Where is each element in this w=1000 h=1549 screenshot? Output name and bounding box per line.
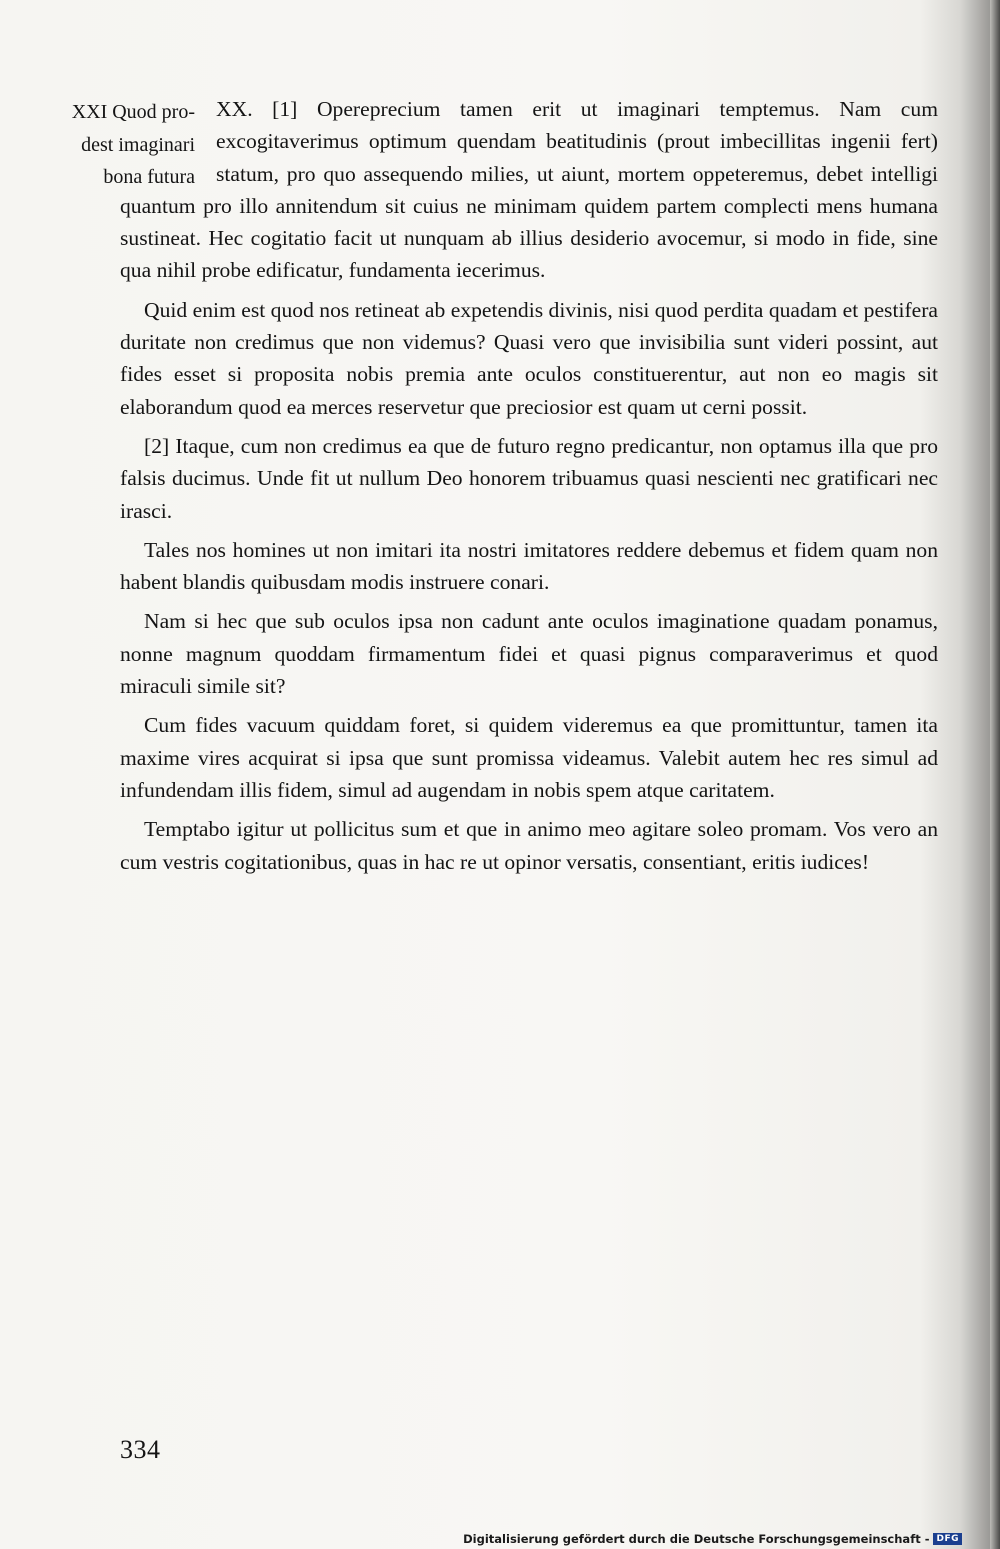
paragraph [120,93,938,287]
paragraph-text: XX. [1] Opereprecium tamen erit ut imaginari temptemus. Nam cum excogitaverimus optimum quendam beatitudinis (prout imbecillitas ingenii fert) statum, pro quo assequendo milies, ut aiunt, mortem oppeteremus, debet intelligi quantum pro illo annitendum sit cuius ne minimam quidem partem complecti mens humana sustineat. Hec cogitatio facit ut nunquam ab illius desiderio avocemur, si modo in fide, sine qua nihil probe edificatur, fundamenta iecerimus. [120,97,938,283]
paragraph-gap [120,527,938,534]
paragraph-gap [120,806,938,813]
paragraph: Quid enim est quod nos retineat ab expetendis divinis, nisi quod perdita quadam et pestifera duritate non credimus que non videmus? Quasi vero que invisibilia sunt videri possint, aut fides esset si proposita nobis premia ante oculos constituerentur, aut non eo magis sit elaborandum quod ea merces reservetur que preciosior est quam ut cerni possit. [120,297,938,419]
paragraph-gap [120,423,938,430]
paragraph: Tales nos homines ut non imitari ita nostri imitatores reddere debemus et fidem quam non habent blandis quibusdam modis instruere conari. [120,537,938,595]
marginal-spacer [120,93,216,189]
paragraph-gap [120,598,938,605]
paragraph: Cum fides vacuum quiddam foret, si quidem videremus ea que promittuntur, tamen ita maxime vires acquirat si ipsa que sunt promissa videamus. Valebit autem hec res simul ad infundendam illis fidem, simul ad augendam in nobis spem atque caritatem. [120,713,938,802]
paragraph-gap [120,287,938,294]
paragraph: [2] Itaque, cum non credimus ea que de futuro regno predicantur, non optamus illa que pro falsis ducimus. Unde fit ut nullum Deo honorem tribuamus quasi nescienti nec gratificari nec irasci. [120,433,938,523]
paragraph: Nam si hec que sub oculos ipsa non cadunt ante oculos imaginatione quadam ponamus, nonne magnum quoddam firmamentum fidei et quasi pignus comparaverimus et quod miraculi simile sit? [120,609,938,699]
marginal-note: XXI Quod pro- dest imaginari bona futura [71,101,195,188]
credit-text: Digitalisierung gefördert durch die Deutsche Forschungsgemeinschaft - [463,1532,930,1546]
page-number: 334 [120,1435,161,1464]
book-spine-edge [990,0,1000,1549]
paragraph-gap [120,702,938,709]
dfg-logo: DFG [933,1533,962,1545]
digitization-credit [463,1532,962,1546]
paragraph: Temptabo igitur ut pollicitus sum et que in animo meo agitare soleo promam. Vos vero an cum vestris cogitationibus, quas in hac re ut opinor versatis, consentiant, eritis iudices! [120,817,938,874]
main-text [120,93,938,878]
